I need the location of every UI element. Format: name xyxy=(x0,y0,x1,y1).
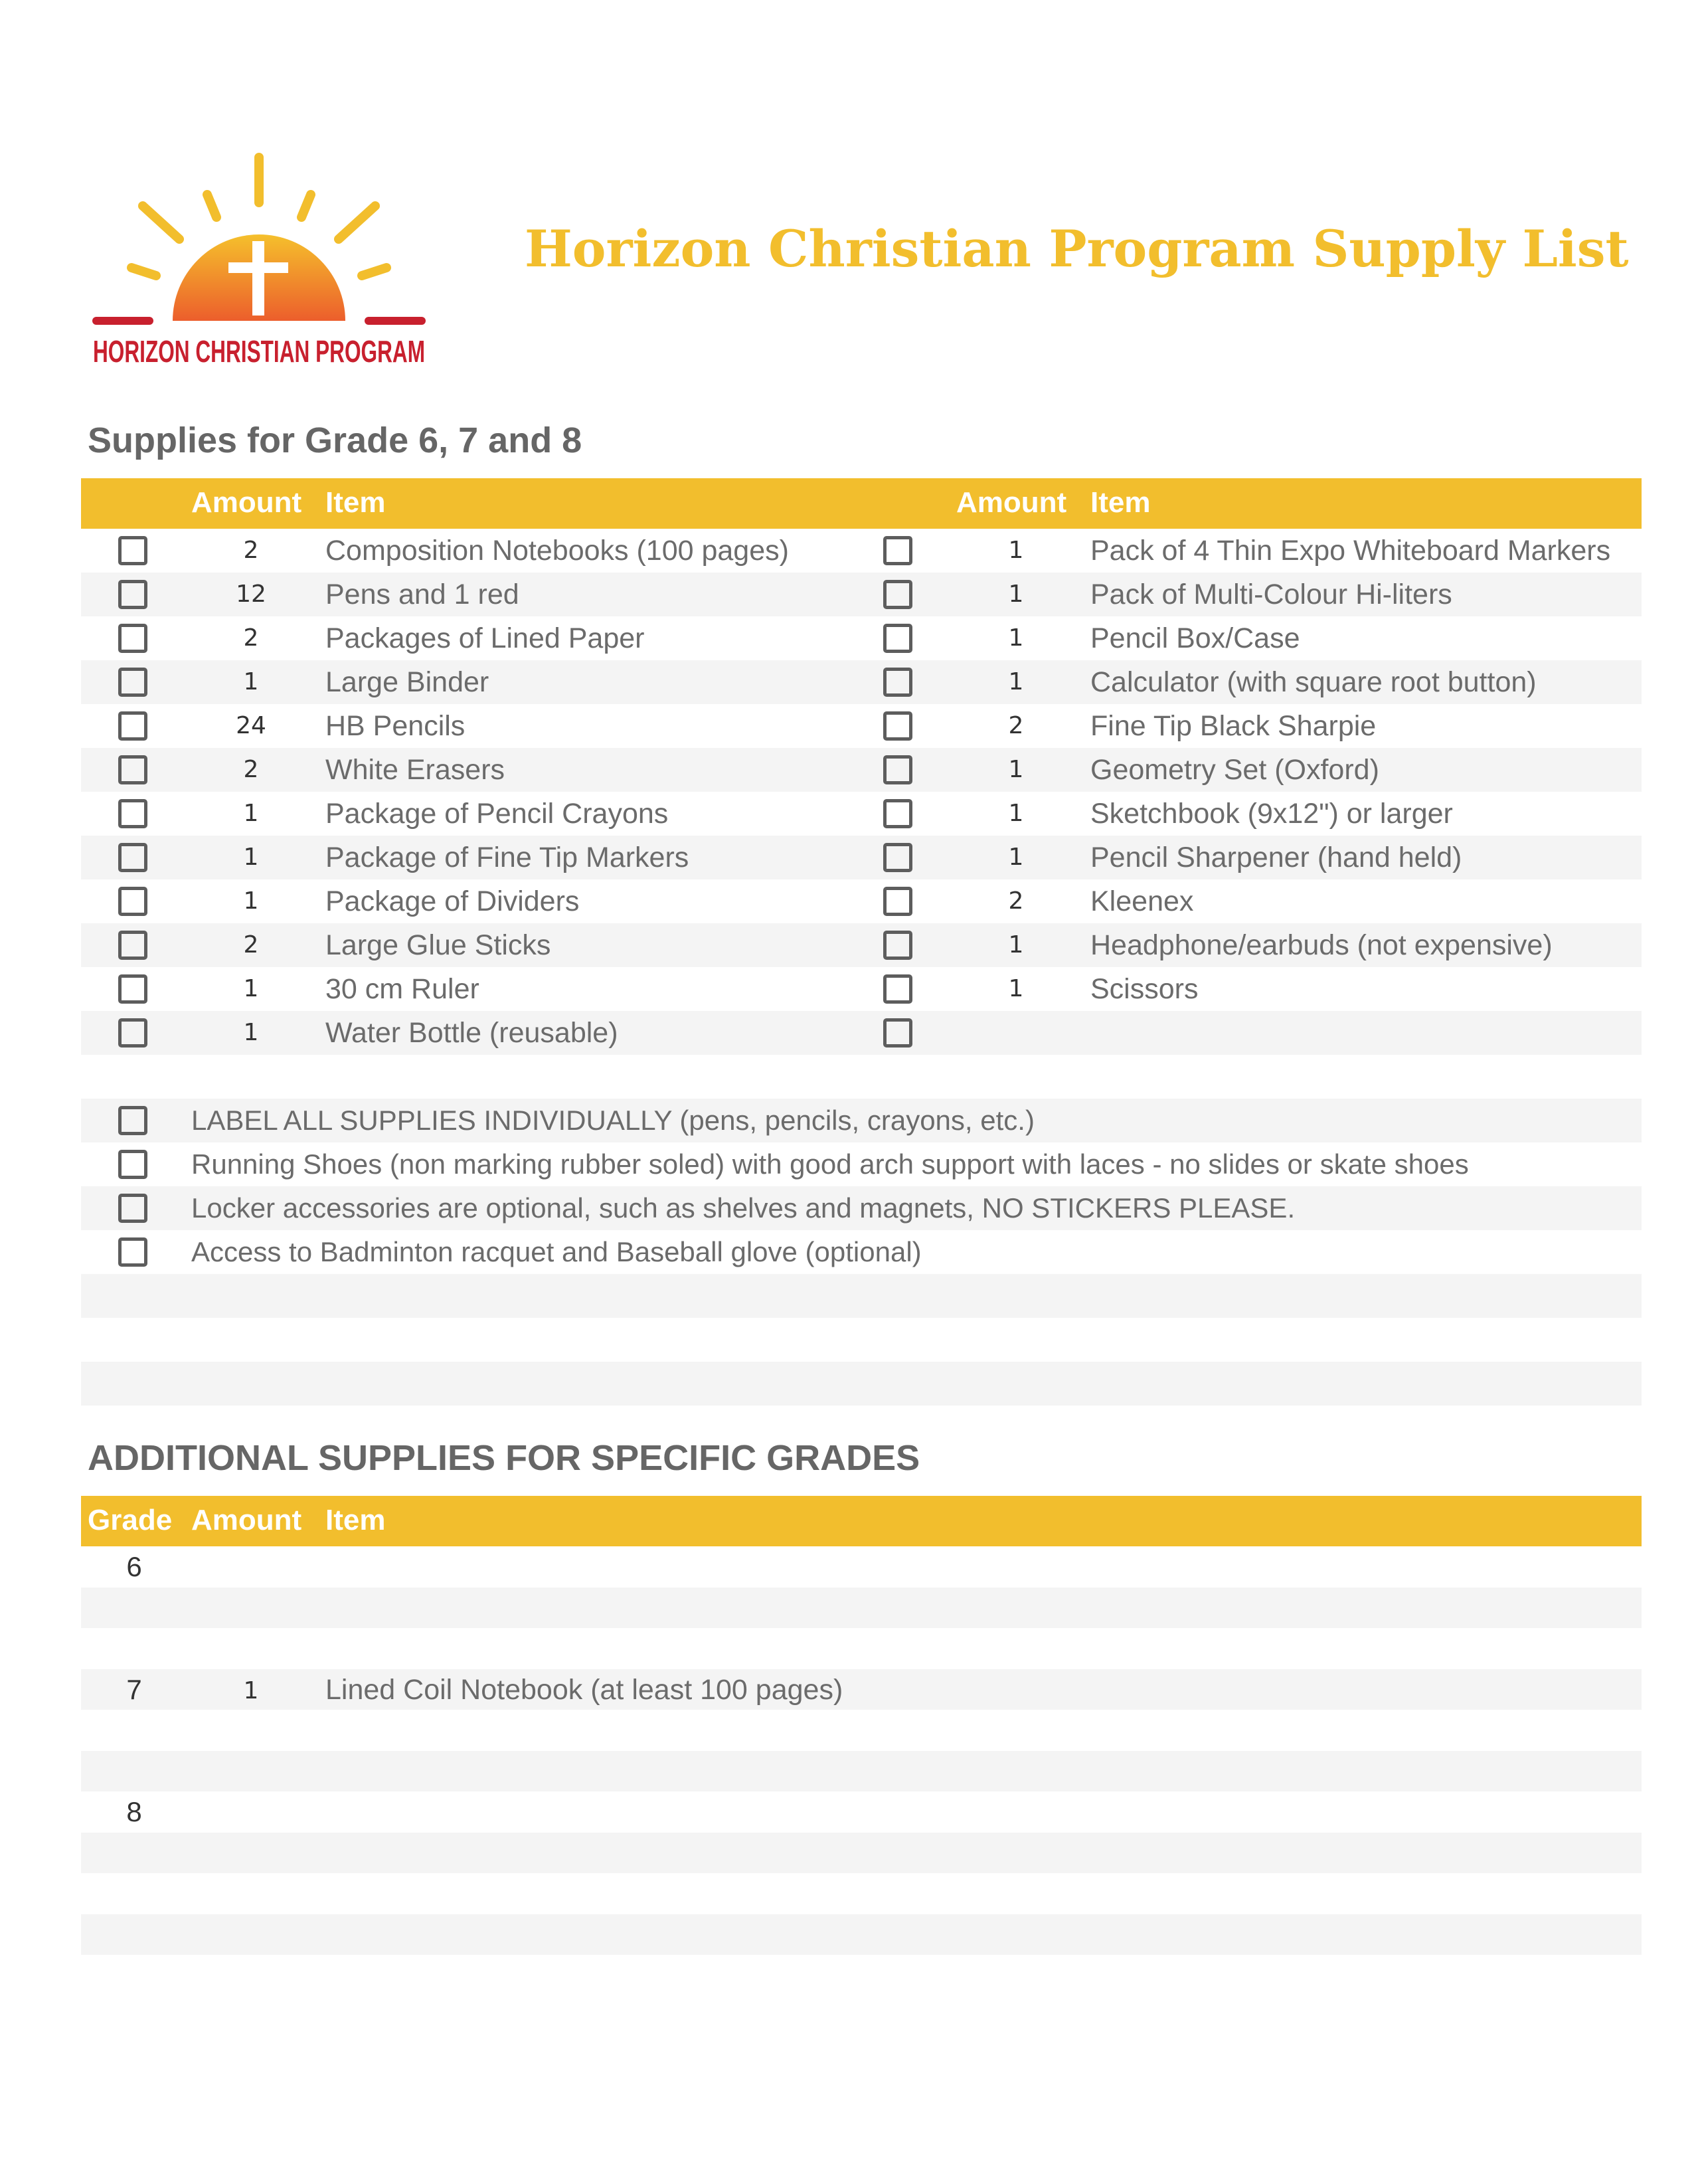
checkbox-left[interactable] xyxy=(118,931,147,960)
item-left: Composition Notebooks (100 pages) xyxy=(325,535,789,567)
checkbox-right[interactable] xyxy=(883,624,912,653)
notes-row xyxy=(81,1186,1642,1230)
item-left: Package of Dividers xyxy=(325,885,580,917)
amount-right: 2 xyxy=(1008,887,1024,915)
amount-right: 1 xyxy=(1008,800,1024,827)
horizon-logo xyxy=(86,149,432,375)
table-row xyxy=(81,1751,1642,1792)
amount-left: 12 xyxy=(236,581,266,608)
checkbox-left[interactable] xyxy=(118,843,147,872)
grade-cell: 6 xyxy=(126,1551,142,1582)
item-left: 30 cm Ruler xyxy=(325,973,479,1005)
amount-right: 1 xyxy=(1008,756,1024,783)
section-title-grades: Supplies for Grade 6, 7 and 8 xyxy=(88,420,582,460)
table-row xyxy=(81,529,1642,573)
table-row xyxy=(81,660,1642,704)
amount-right: 1 xyxy=(1008,975,1024,1002)
note-text: Running Shoes (non marking rubber soled) with good arch support with laces - no slides or skate shoes xyxy=(191,1148,1469,1180)
notes-row xyxy=(81,1230,1642,1274)
checkbox-left[interactable] xyxy=(118,668,147,697)
note-text: LABEL ALL SUPPLIES INDIVIDUALLY (pens, pencils, crayons, etc.) xyxy=(191,1105,1035,1136)
page-title: Horizon Christian Program Supply List xyxy=(525,219,1629,278)
item-right: Headphone/earbuds (not expensive) xyxy=(1090,929,1553,961)
note-checkbox[interactable] xyxy=(118,1237,147,1267)
table-row xyxy=(81,1833,1642,1874)
checkbox-right[interactable] xyxy=(883,668,912,697)
checkbox-left[interactable] xyxy=(118,974,147,1004)
item-cell: Lined Coil Notebook (at least 100 pages) xyxy=(325,1673,843,1706)
note-text: Locker accessories are optional, such as shelves and magnets, NO STICKERS PLEASE. xyxy=(191,1192,1296,1224)
notes-row xyxy=(81,1362,1642,1406)
item-right: Pack of Multi-Colour Hi-liters xyxy=(1090,579,1452,610)
checkbox-left[interactable] xyxy=(118,755,147,784)
amount-left: 24 xyxy=(236,712,266,739)
item-right: Pencil Sharpener (hand held) xyxy=(1090,842,1462,873)
header-amount-left: Amount xyxy=(191,486,302,519)
table-row xyxy=(81,1546,1642,1588)
table-row xyxy=(81,1914,1642,1956)
amount-right: 1 xyxy=(1008,537,1024,564)
header-item-left: Item xyxy=(325,486,386,519)
checkbox-left[interactable] xyxy=(118,580,147,609)
amount-right: 1 xyxy=(1008,931,1024,958)
amount-right: 1 xyxy=(1008,624,1024,652)
table-row xyxy=(81,967,1642,1011)
grade-cell: 7 xyxy=(126,1673,142,1705)
header-grade: Grade xyxy=(88,1504,173,1536)
amount-left: 2 xyxy=(243,931,259,958)
item-right: Scissors xyxy=(1090,973,1199,1005)
table-row xyxy=(81,748,1642,792)
amount-left: 1 xyxy=(243,887,259,915)
header-item-right: Item xyxy=(1090,486,1151,519)
table-row xyxy=(81,1791,1642,1833)
checkbox-right[interactable] xyxy=(883,799,912,828)
checkbox-right[interactable] xyxy=(883,887,912,916)
section-title-additional: ADDITIONAL SUPPLIES FOR SPECIFIC GRADES xyxy=(88,1438,920,1478)
checkbox-right[interactable] xyxy=(883,711,912,741)
checkbox-right[interactable] xyxy=(883,843,912,872)
table-row xyxy=(81,1588,1642,1629)
notes-row xyxy=(81,1099,1642,1142)
notes-row xyxy=(81,1274,1642,1318)
header-amount: Amount xyxy=(191,1504,302,1536)
table-row xyxy=(81,1873,1642,1914)
header-amount-right: Amount xyxy=(956,486,1067,519)
amount-left: 1 xyxy=(243,1019,259,1046)
item-right: Sketchbook (9x12") or larger xyxy=(1090,798,1453,830)
amount-left: 2 xyxy=(243,537,259,564)
checkbox-right[interactable] xyxy=(883,755,912,784)
table-row xyxy=(81,836,1642,879)
item-left: Water Bottle (reusable) xyxy=(325,1017,618,1049)
note-checkbox[interactable] xyxy=(118,1194,147,1223)
item-left: Large Binder xyxy=(325,666,489,698)
item-right: Pack of 4 Thin Expo Whiteboard Markers xyxy=(1090,535,1611,567)
amount-right: 2 xyxy=(1008,712,1024,739)
table-row xyxy=(81,923,1642,967)
item-right: Fine Tip Black Sharpie xyxy=(1090,710,1377,742)
table-row xyxy=(81,792,1642,836)
amount-left: 1 xyxy=(243,844,259,871)
table-row xyxy=(81,704,1642,748)
item-left: Large Glue Sticks xyxy=(325,929,551,961)
header-item: Item xyxy=(325,1504,386,1536)
grade-cell: 8 xyxy=(126,1796,142,1827)
amount-left: 2 xyxy=(243,756,259,783)
checkbox-left[interactable] xyxy=(118,887,147,916)
notes-row xyxy=(81,1142,1642,1186)
amount-left: 1 xyxy=(243,975,259,1002)
supplies-table-header xyxy=(81,478,1642,529)
table-row xyxy=(81,573,1642,616)
note-checkbox[interactable] xyxy=(118,1106,147,1135)
note-text: Access to Badminton racquet and Baseball glove (optional) xyxy=(191,1236,922,1267)
table-row xyxy=(81,616,1642,660)
checkbox-left[interactable] xyxy=(118,624,147,653)
checkbox-right[interactable] xyxy=(883,536,912,565)
amount-left: 1 xyxy=(243,668,259,695)
amount-right: 1 xyxy=(1008,844,1024,871)
additional-table-header xyxy=(81,1496,1642,1546)
checkbox-left[interactable] xyxy=(118,1018,147,1047)
checkbox-left[interactable] xyxy=(118,711,147,741)
checkbox-left[interactable] xyxy=(118,536,147,565)
item-left: Package of Fine Tip Markers xyxy=(325,842,689,873)
table-row xyxy=(81,879,1642,923)
logo-text: HORIZON CHRISTIAN PROGRAM xyxy=(93,334,425,369)
checkbox-right[interactable] xyxy=(883,580,912,609)
amount-left: 2 xyxy=(243,624,259,652)
item-left: HB Pencils xyxy=(325,710,466,742)
item-left: Package of Pencil Crayons xyxy=(325,798,669,830)
item-right: Calculator (with square root button) xyxy=(1090,666,1537,698)
checkbox-left[interactable] xyxy=(118,799,147,828)
amount-right: 1 xyxy=(1008,668,1024,695)
amount-cell: 1 xyxy=(243,1677,259,1704)
item-left: Packages of Lined Paper xyxy=(325,622,645,654)
item-right: Geometry Set (Oxford) xyxy=(1090,754,1379,786)
amount-left: 1 xyxy=(243,800,259,827)
item-right: Pencil Box/Case xyxy=(1090,622,1300,654)
item-right: Kleenex xyxy=(1090,885,1194,917)
item-left: Pens and 1 red xyxy=(325,579,519,610)
checkbox-right[interactable] xyxy=(883,1018,912,1047)
checkbox-right[interactable] xyxy=(883,931,912,960)
amount-right: 1 xyxy=(1008,581,1024,608)
checkbox-right[interactable] xyxy=(883,974,912,1004)
item-left: White Erasers xyxy=(325,754,505,786)
notes-row xyxy=(81,1318,1642,1362)
table-row xyxy=(81,1628,1642,1669)
table-row xyxy=(81,1669,1642,1710)
table-row xyxy=(81,1710,1642,1751)
table-row xyxy=(81,1011,1642,1055)
note-checkbox[interactable] xyxy=(118,1150,147,1179)
